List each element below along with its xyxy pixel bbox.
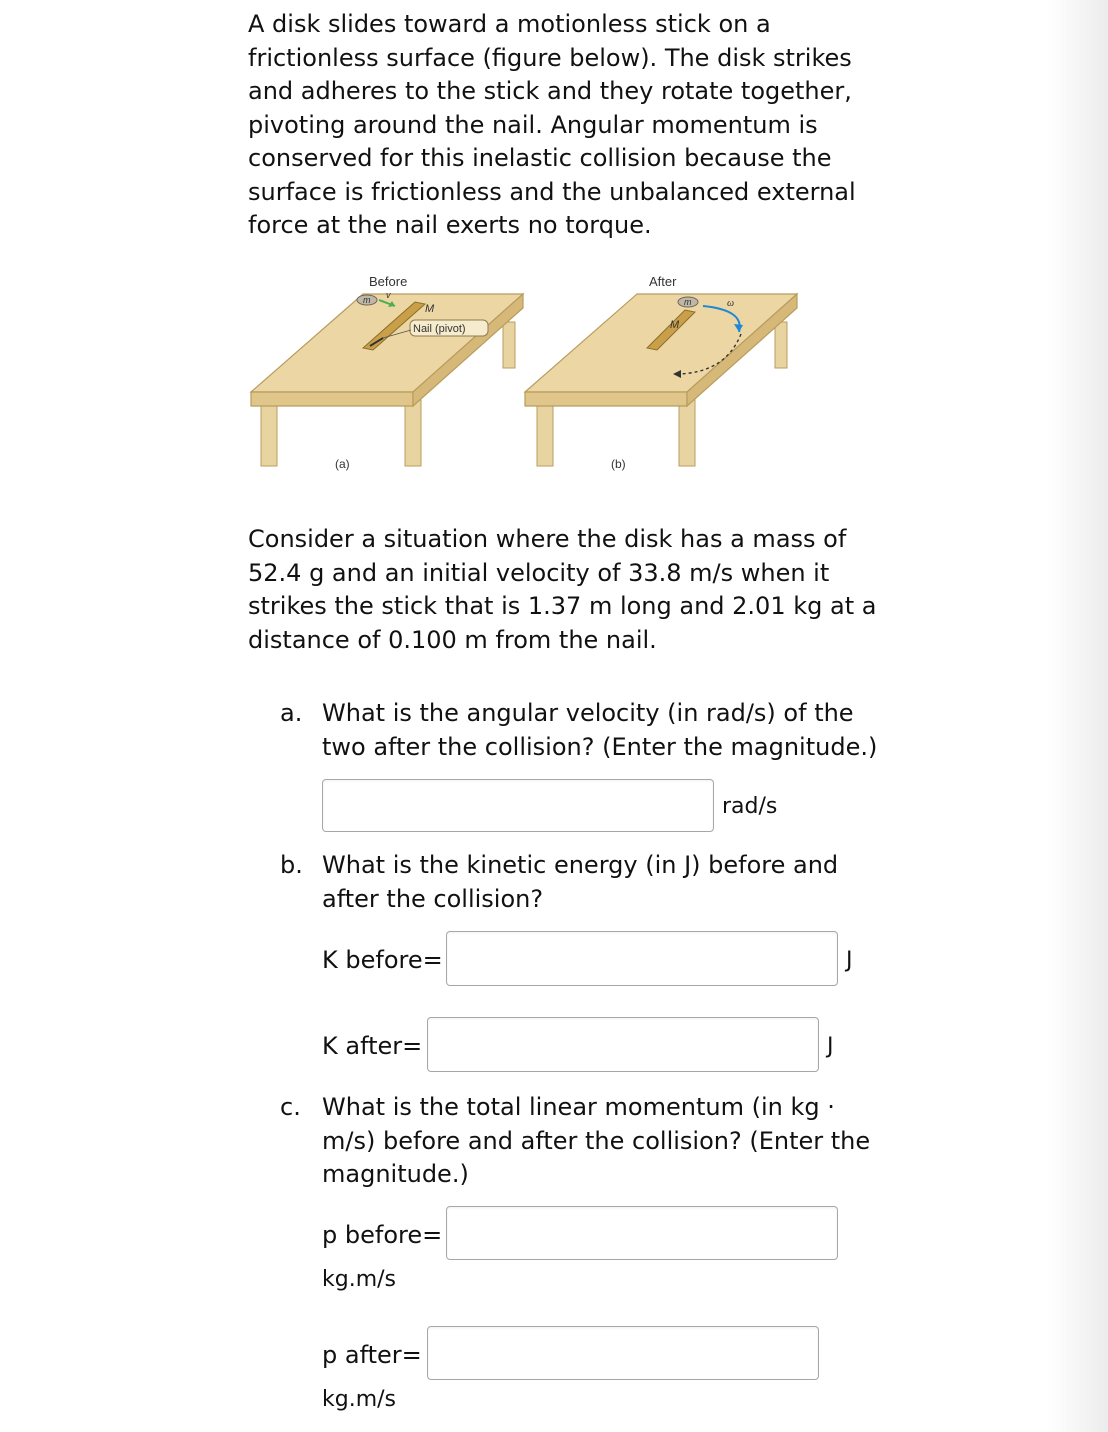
question-a [280,697,890,764]
table-a-front-edge [251,392,413,406]
table-b-front-edge [525,392,687,406]
question-a-text: What is the angular velocity (in rad/s) of the two after the collision? (Enter the magnitude.) [322,699,878,761]
table-a-leg-front-right [405,400,421,466]
panel-a-label: (a) [335,457,350,471]
label-v: v [386,290,391,300]
problem-givens: Consider a situation where the disk has a mass of 52.4 g and an initial velocity of 33.8 m/s when it strikes the stick that is 1.37 m long and 2.01 kg at a distance of 0.100 m from the nail. [248,525,877,654]
p-after-input[interactable] [427,1326,819,1380]
panel-b-label: (b) [611,457,626,471]
p-after-unit: kg.m/s [322,1387,397,1412]
collision-figure [245,262,805,477]
label-M-after: M [670,319,680,331]
table-b-leg-front-left [537,400,553,466]
k-after-unit: J [827,1034,834,1059]
table-b-leg-front-right [679,400,695,466]
label-M-before: M [425,303,435,315]
k-after-input[interactable] [427,1017,819,1072]
k-after-label: K after= [322,1032,423,1060]
figure-svg [245,262,805,477]
nail-label: Nail (pivot) [413,323,466,335]
p-before-unit: kg.m/s [322,1267,397,1292]
before-title: Before [369,274,408,289]
table-a-leg-back-right [503,322,515,368]
table-before [251,274,523,471]
p-after-label: p after= [322,1341,422,1369]
question-b-letter: b. [280,851,303,879]
question-b [280,849,890,916]
question-b-text: What is the kinetic energy (in J) before and after the collision? [322,851,839,913]
question-c [280,1091,890,1192]
label-m-before: m [363,295,371,305]
page-edge-shade [1048,0,1108,1432]
k-before-label: K before= [322,946,443,974]
after-title: After [649,274,677,289]
p-before-label: p before= [322,1221,443,1249]
k-before-input[interactable] [446,931,838,986]
k-before-unit: J [846,948,853,973]
table-b-leg-back-right [775,322,787,368]
p-before-input[interactable] [446,1206,838,1260]
problem-intro: A disk slides toward a motionless stick on a frictionless surface (figure below). The disk strikes and adheres to the stick and they rotate together, pivoting around the nail. Angular momentum is conserved for this inelastic collision because the surface is frictionless and the unbalanced external force at the nail exerts no torque. [248,10,856,239]
question-c-letter: c. [280,1093,301,1121]
label-omega: ω [727,298,735,309]
table-after [525,274,797,471]
angular-velocity-unit: rad/s [722,794,778,819]
angular-velocity-input[interactable] [322,779,714,832]
label-m-after: m [684,297,692,307]
question-a-letter: a. [280,699,303,727]
question-c-text: What is the total linear momentum (in kg · m/s) before and after the collision? (Enter the magnitude.) [322,1093,871,1188]
table-a-leg-front-left [261,400,277,466]
